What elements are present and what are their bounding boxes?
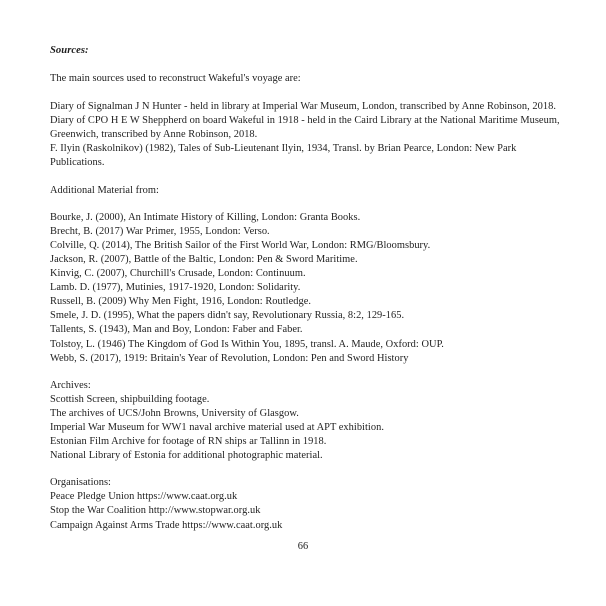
spacer	[50, 463, 560, 476]
list-item: Scottish Screen, shipbuilding footage.	[50, 393, 210, 405]
spacer	[50, 86, 560, 100]
list-item: Bourke, J. (2000), An Intimate History of Killing, London: Granta Books.	[50, 211, 361, 223]
list-item: Brecht, B. (2017) War Primer, 1955, London: Verso.	[50, 225, 270, 237]
list-item: Diary of CPO H E W Sheppherd on board Wakeful in 1918 - held in the Caird Library at the National Maritime Museum, Greenwich, transcribed by Anne Robinson, 2018.	[50, 115, 560, 141]
list-item: Smele, J. D. (1995), What the papers didn't say, Revolutionary Russia, 8:2, 129-165.	[50, 310, 405, 322]
list-item: The archives of UCS/John Browns, University of Glasgow.	[50, 407, 299, 419]
list-item: Lamb. D. (1977), Mutinies, 1917-1920, London: Solidarity.	[50, 282, 301, 294]
list-item: Colville, Q. (2014), The British Sailor of the First World War, London: RMG/Bloomsbury.	[50, 239, 431, 251]
document-body	[50, 44, 560, 533]
spacer	[50, 198, 560, 211]
page-title: Sources:	[50, 45, 89, 56]
list-item: F. Ilyin (Raskolnikov) (1982), Tales of Sub-Lieutenant Ilyin, 1934, Transl. by Brian Pearce, London: New Park Publications.	[50, 143, 517, 169]
archives-label: Archives:	[50, 379, 91, 391]
list-item: National Library of Estonia for additional photographic material.	[50, 450, 323, 462]
additional-material-label: Additional Material from:	[50, 184, 159, 196]
list-item: Tallents, S. (1943), Man and Boy, London: Faber and Faber.	[50, 324, 303, 336]
spacer	[50, 366, 560, 379]
primary-sources-list	[50, 100, 560, 170]
list-item: Kinvig, C. (2007), Churchill's Crusade, London: Continuum.	[50, 268, 306, 280]
list-item: Diary of Signalman J N Hunter - held in library at Imperial War Museum, London, transcribed by Anne Robinson, 2018.	[50, 101, 556, 113]
list-item: Campaign Against Arms Trade https://www.caat.org.uk	[50, 519, 283, 531]
list-item: Estonian Film Archive for footage of RN ships ar Tallinn in 1918.	[50, 436, 327, 448]
list-item: Russell, B. (2009) Why Men Fight, 1916, London: Routledge.	[50, 296, 312, 308]
spacer	[50, 171, 560, 184]
bibliography-list	[50, 211, 560, 366]
intro-paragraph: The main sources used to reconstruct Wakeful's voyage are:	[50, 73, 301, 84]
page-number: 66	[297, 541, 309, 552]
list-item: Tolstoy, L. (1946) The Kingdom of God Is Within You, 1895, transl. A. Maude, Oxford: OUP.	[50, 338, 444, 350]
list-item: Jackson, R. (2007), Battle of the Baltic, London: Pen & Sword Maritime.	[50, 253, 358, 265]
list-item: Webb, S. (2017), 1919: Britain's Year of Revolution, London: Pen and Sword History	[50, 352, 409, 364]
list-item: Peace Pledge Union https://www.caat.org.uk	[50, 491, 238, 503]
list-item: Stop the War Coalition http://www.stopwar.org.uk	[50, 505, 261, 517]
list-item: Imperial War Museum for WW1 naval archive material used at APT exhibition.	[50, 421, 384, 433]
organisations-label: Organisations:	[50, 477, 111, 489]
organisations-list	[50, 490, 560, 532]
archives-list	[50, 393, 560, 463]
